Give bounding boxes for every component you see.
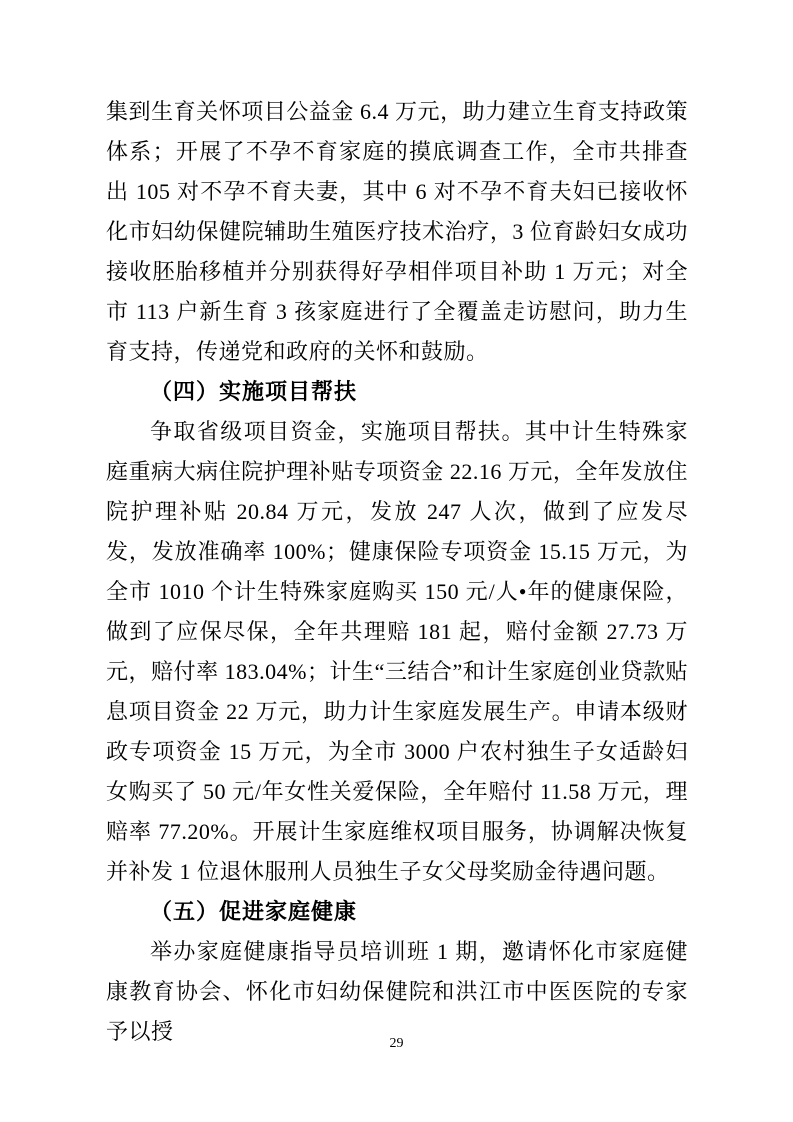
section-heading-5-family-health: （五）促进家庭健康 — [150, 899, 358, 924]
section-heading-4-project-assistance: （四）实施项目帮扶 — [150, 379, 358, 404]
document-content — [106, 92, 688, 1052]
page-number: 29 — [389, 1036, 404, 1051]
paragraph-continuation-project-charity: 集到生育关怀项目公益金 6.4 万元，助力建立生育支持政策体系；开展了不孕不育家庭的摸底调查工作，全市共排查出 105 对不孕不育夫妻，其中 6 对不孕不育夫妇已接收怀化市妇幼保健院辅助生殖医疗技术治疗，3 位育龄妇女成功接收胚胎移植并分别获得好孕相伴项目补助 1 万元；对全市 113 户新生育 3 孩家庭进行了全覆盖走访慰问，助力生育支持，传递党和政府的关怀和鼓励。 — [106, 99, 688, 364]
paragraph-family-health-training: 举办家庭健康指导员培训班 1 期，邀请怀化市家庭健康教育协会、怀化市妇幼保健院和洪江市中医医院的专家予以授 — [106, 939, 688, 1044]
paragraph-project-assistance-details: 争取省级项目资金，实施项目帮扶。其中计生特殊家庭重病大病住院护理补贴专项资金 22.16 万元，全年发放住院护理补贴 20.84 万元，发放 247 人次，做到了应发尽发，发放准确率 100%；健康保险专项资金 15.15 万元，为全市 1010 个计生特殊家庭购买 150 元/人•年的健康保险，做到了应保尽保，全年共理赔 181 起，赔付金额 27.73 万元，赔付率 183.04%；计生“三结合”和计生家庭创业贷款贴息项目资金 22 万元，助力计生家庭发展生产。申请本级财政专项资金 15 万元，为全市 3000 户农村独生子女适龄妇女购买了 50 元/年女性关爱保险，全年赔付 11.58 万元，理赔率 77.20%。开展计生家庭维权项目服务，协调解决恢复并补发 1 位退休服刑人员独生子女父母奖励金待遇问题。 — [106, 419, 688, 884]
